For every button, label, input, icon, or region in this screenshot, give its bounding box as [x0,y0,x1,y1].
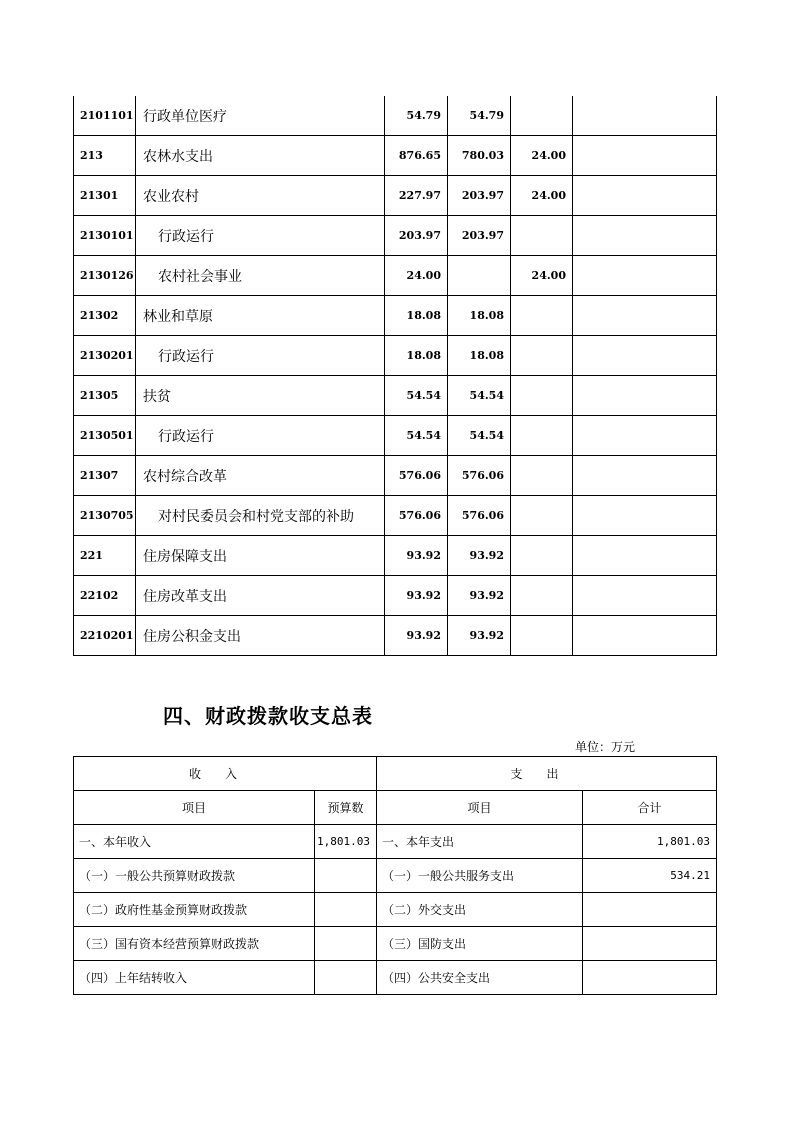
table-row [74,825,717,859]
income-group-header-label: 收入 [189,767,262,781]
expense-value: 1,801.03 [583,825,717,859]
basic-amount: 54.79 [448,96,511,136]
summary-table-body [74,757,717,995]
total-amount: 93.92 [385,576,448,616]
subject-code: 2130101 [74,216,136,256]
other-amount [573,336,717,376]
total-amount: 576.06 [385,496,448,536]
table-row [74,136,717,176]
basic-amount [448,256,511,296]
basic-amount: 93.92 [448,616,511,656]
subject-code: 213 [74,136,136,176]
other-amount [573,96,717,136]
income-value [315,927,377,961]
expense-value [583,893,717,927]
expense-item: （四）公共安全支出 [377,961,583,995]
basic-amount: 780.03 [448,136,511,176]
table-row [74,496,717,536]
table-row [74,576,717,616]
table-row [74,456,717,496]
basic-amount: 54.54 [448,416,511,456]
total-amount: 54.54 [385,376,448,416]
subject-code: 21301 [74,176,136,216]
total-amount: 54.54 [385,416,448,456]
subject-name: 住房改革支出 [136,576,385,616]
basic-amount: 93.92 [448,536,511,576]
subject-name: 行政运行 [136,336,385,376]
subject-name: 农林水支出 [136,136,385,176]
subject-name: 林业和草原 [136,296,385,336]
total-amount: 93.92 [385,616,448,656]
col-expense-item: 项目 [377,791,583,825]
other-amount [573,456,717,496]
basic-amount: 203.97 [448,176,511,216]
table-row [74,536,717,576]
subject-name: 农业农村 [136,176,385,216]
income-value [315,859,377,893]
income-value [315,893,377,927]
income-value [315,961,377,995]
table-row [74,336,717,376]
expense-item: （三）国防支出 [377,927,583,961]
income-item: （三）国有资本经营预算财政拨款 [74,927,315,961]
subject-name: 住房保障支出 [136,536,385,576]
unit-label: 单位：万元 [575,740,636,754]
table-row [74,927,717,961]
table-row [74,176,717,216]
col-expense-total: 合计 [583,791,717,825]
table-row [74,216,717,256]
subject-name: 对村民委员会和村党支部的补助 [136,496,385,536]
project-amount: 24.00 [511,256,573,296]
basic-amount: 576.06 [448,456,511,496]
other-amount [573,216,717,256]
table-row [74,416,717,456]
expense-group-header-label: 支出 [510,767,583,781]
project-amount [511,296,573,336]
subject-code: 2101101 [74,96,136,136]
total-amount: 18.08 [385,336,448,376]
subject-code: 2130126 [74,256,136,296]
project-amount [511,336,573,376]
total-amount: 576.06 [385,456,448,496]
section-title: 四、财政拨款收支总表 [163,704,373,728]
other-amount [573,296,717,336]
project-amount [511,96,573,136]
subject-code: 2130705 [74,496,136,536]
project-amount: 24.00 [511,136,573,176]
project-amount [511,536,573,576]
income-item: 一、本年收入 [74,825,315,859]
other-amount [573,376,717,416]
other-amount [573,416,717,456]
subject-name: 住房公积金支出 [136,616,385,656]
project-amount [511,576,573,616]
col-income-item: 项目 [74,791,315,825]
subject-name: 农村社会事业 [136,256,385,296]
col-income-budget: 预算数 [315,791,377,825]
expense-value [583,927,717,961]
subject-name: 行政运行 [136,416,385,456]
subject-name: 农村综合改革 [136,456,385,496]
subject-code: 21307 [74,456,136,496]
other-amount [573,536,717,576]
income-item: （一）一般公共预算财政拨款 [74,859,315,893]
total-amount: 24.00 [385,256,448,296]
other-amount [573,576,717,616]
table-row [74,961,717,995]
income-item: （四）上年结转收入 [74,961,315,995]
project-amount [511,496,573,536]
subject-name: 行政运行 [136,216,385,256]
project-amount [511,216,573,256]
table-row [74,296,717,336]
table-row [74,256,717,296]
expense-item: 一、本年支出 [377,825,583,859]
total-amount: 227.97 [385,176,448,216]
expense-group-header [377,757,717,791]
subject-code: 21305 [74,376,136,416]
basic-amount: 203.97 [448,216,511,256]
subject-code: 2210201 [74,616,136,656]
other-amount [573,496,717,536]
basic-amount: 54.54 [448,376,511,416]
expense-value [583,961,717,995]
table-row [74,376,717,416]
table-row [74,859,717,893]
table-row [74,616,717,656]
table-row [74,893,717,927]
total-amount: 54.79 [385,96,448,136]
income-item: （二）政府性基金预算财政拨款 [74,893,315,927]
subject-code: 221 [74,536,136,576]
basic-amount: 93.92 [448,576,511,616]
subject-code: 21302 [74,296,136,336]
subject-code: 22102 [74,576,136,616]
income-value: 1,801.03 [315,825,377,859]
expense-item: （二）外交支出 [377,893,583,927]
fiscal-appropriation-summary-table [73,756,717,995]
expenditure-detail-table [73,96,717,656]
project-amount [511,456,573,496]
project-amount [511,376,573,416]
expense-item: （一）一般公共服务支出 [377,859,583,893]
other-amount [573,256,717,296]
subject-code: 2130201 [74,336,136,376]
subject-name: 扶贫 [136,376,385,416]
other-amount [573,136,717,176]
total-amount: 18.08 [385,296,448,336]
project-amount [511,616,573,656]
total-amount: 93.92 [385,536,448,576]
income-group-header [74,757,377,791]
expenditure-detail-body [74,96,717,656]
project-amount [511,416,573,456]
basic-amount: 576.06 [448,496,511,536]
summary-column-header-row [74,791,717,825]
other-amount [573,176,717,216]
basic-amount: 18.08 [448,336,511,376]
project-amount: 24.00 [511,176,573,216]
subject-code: 2130501 [74,416,136,456]
basic-amount: 18.08 [448,296,511,336]
other-amount [573,616,717,656]
total-amount: 203.97 [385,216,448,256]
table-row [74,96,717,136]
subject-name: 行政单位医疗 [136,96,385,136]
expense-value: 534.21 [583,859,717,893]
summary-group-header-row [74,757,717,791]
total-amount: 876.65 [385,136,448,176]
